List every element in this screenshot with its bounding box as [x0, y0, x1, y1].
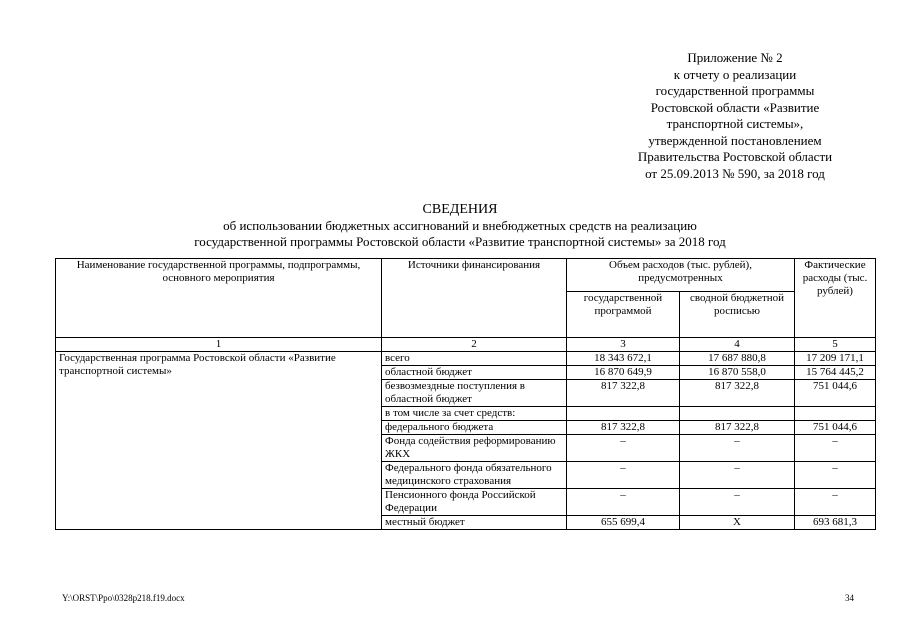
value-cell: 817 322,8: [680, 380, 795, 407]
value-cell: –: [680, 489, 795, 516]
program-name-cell: Государственная программа Ростовской области «Развитие транспортной системы»: [56, 352, 382, 530]
source-cell: в том числе за счет средств:: [382, 407, 567, 421]
value-cell: 16 870 649,9: [567, 366, 680, 380]
document-subtitle-line2: государственной программы Ростовской области «Развитие транспортной системы» за 2018 год: [194, 234, 726, 249]
value-cell: –: [795, 435, 876, 462]
footer-file-path: Y:\ORST\Ppo\0328p218.f19.docx: [62, 593, 185, 603]
value-cell: 18 343 672,1: [567, 352, 680, 366]
value-cell: –: [567, 435, 680, 462]
column-number: 3: [567, 338, 680, 352]
header-planned-expenses: Объем расходов (тыс. рублей), предусмотренных: [567, 259, 795, 292]
appendix-block: [600, 50, 870, 182]
document-subtitle-line1: об использовании бюджетных ассигнований и внебюджетных средств на реализацию: [223, 218, 697, 233]
value-cell: 655 699,4: [567, 516, 680, 530]
source-cell: Пенсионного фонда Российской Федерации: [382, 489, 567, 516]
value-cell: –: [795, 462, 876, 489]
value-cell: 817 322,8: [567, 380, 680, 407]
header-funding-source: Источники финансирования: [382, 259, 567, 338]
source-cell: безвозмездные поступления в областной бюджет: [382, 380, 567, 407]
header-actual-expenses: Фактические расходы (тыс. рублей): [795, 259, 876, 338]
value-cell: –: [567, 489, 680, 516]
appendix-line: к отчету о реализации: [673, 66, 797, 82]
value-cell: 16 870 558,0: [680, 366, 795, 380]
column-number: 1: [56, 338, 382, 352]
value-cell: –: [567, 462, 680, 489]
column-number: 5: [795, 338, 876, 352]
appendix-line: транспортной системы»,: [666, 116, 804, 131]
source-cell: всего: [382, 352, 567, 366]
value-cell: –: [680, 462, 795, 489]
source-cell: местный бюджет: [382, 516, 567, 530]
value-cell: [795, 407, 876, 421]
value-cell: [680, 407, 795, 421]
value-cell: 751 044,6: [795, 380, 876, 407]
value-cell: –: [680, 435, 795, 462]
column-number: 2: [382, 338, 567, 352]
value-cell: –: [795, 489, 876, 516]
value-cell: 817 322,8: [567, 421, 680, 435]
appendix-line: от 25.09.2013 № 590, за 2018 год: [645, 165, 825, 181]
value-cell: [567, 407, 680, 421]
source-cell: Федерального фонда обязательного медицинского страхования: [382, 462, 567, 489]
column-number-row: [56, 338, 876, 352]
value-cell: Х: [680, 516, 795, 530]
appendix-line: Правительства Ростовской области: [637, 149, 833, 164]
appendix-line: Приложение № 2: [687, 50, 783, 65]
source-cell: областной бюджет: [382, 366, 567, 380]
table-row: [56, 352, 876, 366]
value-cell: 693 681,3: [795, 516, 876, 530]
source-cell: федерального бюджета: [382, 421, 567, 435]
value-cell: 15 764 445,2: [795, 366, 876, 380]
value-cell: 817 322,8: [680, 421, 795, 435]
column-number: 4: [680, 338, 795, 352]
value-cell: 751 044,6: [795, 421, 876, 435]
appendix-line: утвержденной постановлением: [648, 132, 822, 148]
appendix-line: Ростовской области «Развитие: [650, 99, 820, 115]
header-state-program: государственной программой: [567, 292, 680, 338]
document-title: СВЕДЕНИЯ: [422, 202, 498, 217]
footer-page-number: 34: [845, 593, 854, 603]
document-heading: [50, 202, 870, 250]
header-budget-schedule: сводной бюджетной росписью: [680, 292, 795, 338]
budget-table: [55, 258, 876, 530]
value-cell: 17 209 171,1: [795, 352, 876, 366]
source-cell: Фонда содействия реформированию ЖКХ: [382, 435, 567, 462]
appendix-line: государственной программы: [655, 83, 815, 98]
value-cell: 17 687 880,8: [680, 352, 795, 366]
header-program-name: Наименование государственной программы, подпрограммы, основного мероприятия: [56, 259, 382, 338]
